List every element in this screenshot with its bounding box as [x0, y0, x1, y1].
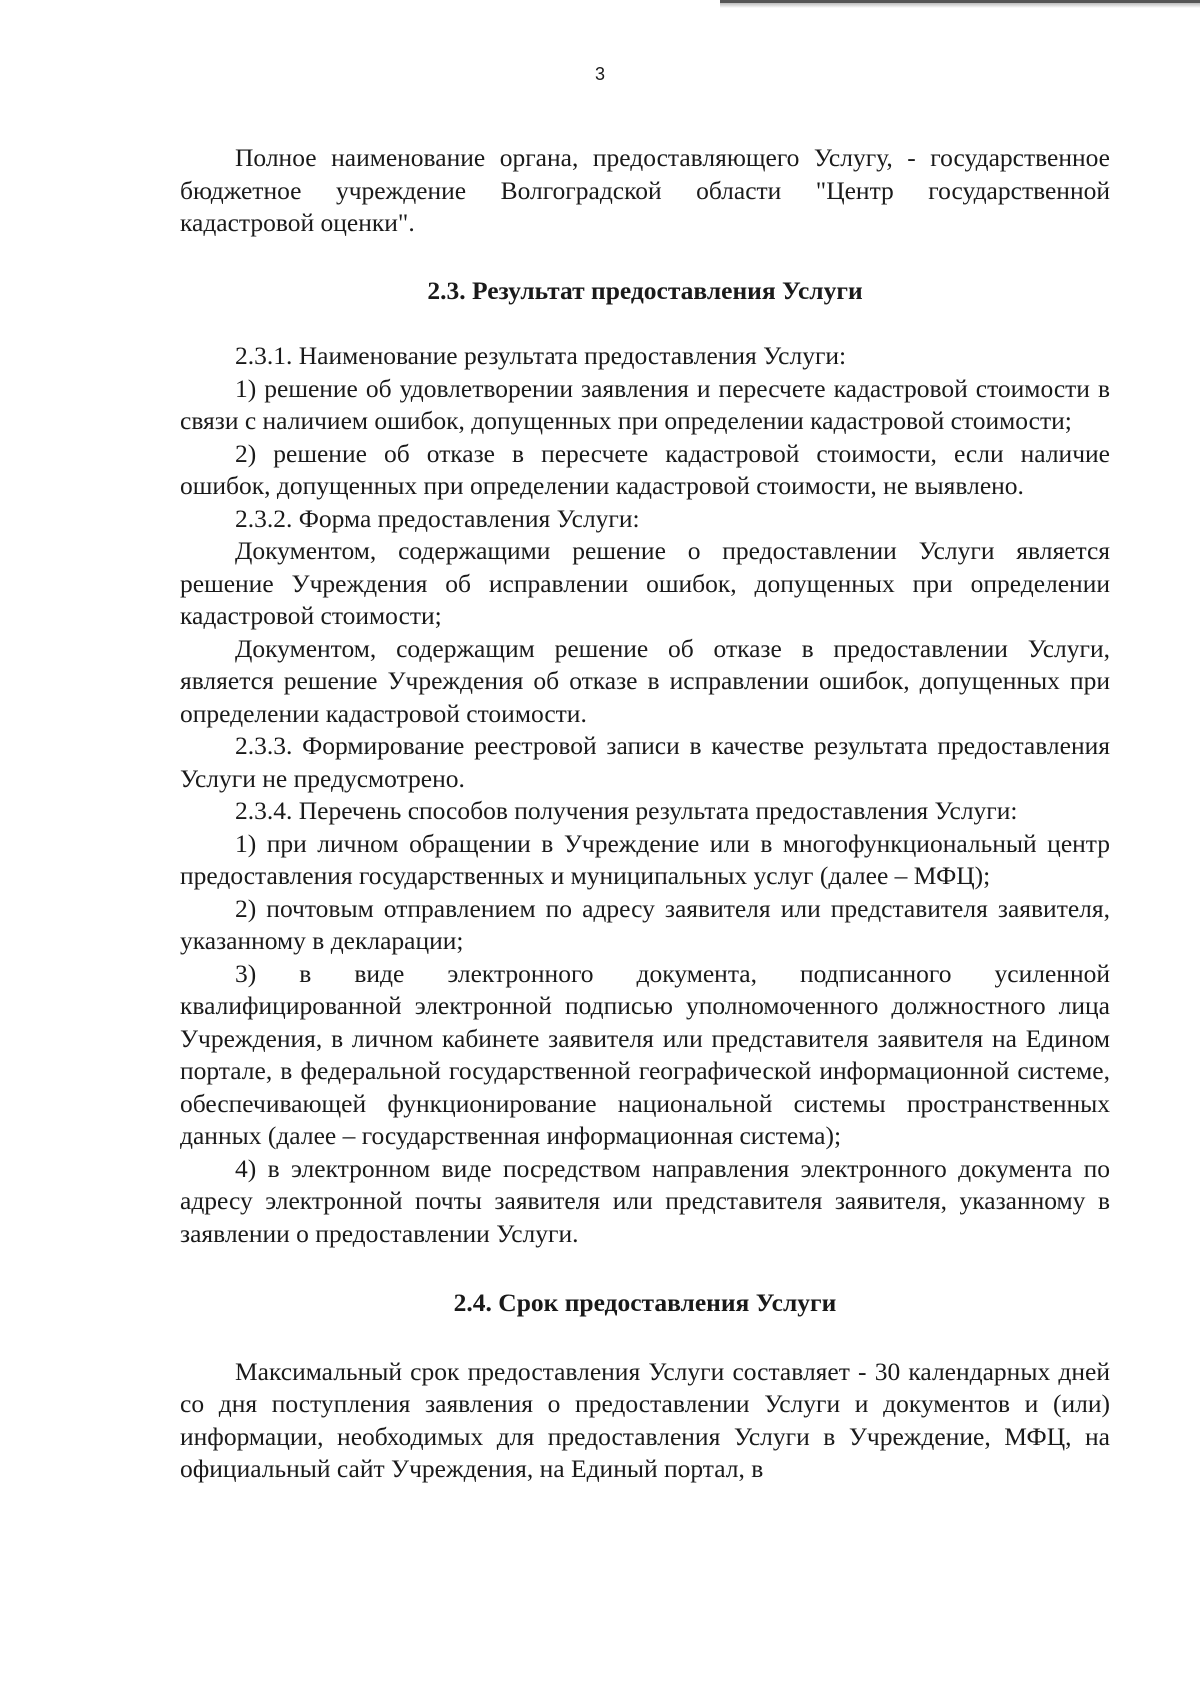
paragraph-2-3-2: 2.3.2. Форма предоставления Услуги:: [235, 503, 640, 533]
paragraph-form-refusal: Документом, содержащим решение об отказе в предоставлении Услуги, является решение Учреждения об отказе в исправлении ошибок, допущенных при определении кадастровой стоимости.: [180, 633, 1110, 728]
section-heading-2-4: 2.4. Срок предоставления Услуги: [453, 1288, 837, 1317]
list-item-method-1: 1) при личном обращении в Учреждение или в многофункциональный центр предоставления государственных и муниципальных услуг (далее – МФЦ);: [180, 828, 1110, 890]
list-item-result-2: 2) решение об отказе в пересчете кадастровой стоимости, если наличие ошибок, допущенных при определении кадастровой стоимости, не выявлено.: [180, 438, 1110, 500]
scan-edge-artifact: [720, 0, 1200, 8]
list-item-method-3: 3) в виде электронного документа, подписанного усиленной квалифицированной электронной подписью уполномоченного должностного лица Учреждения, в личном кабинете заявителя или представителя заявителя на Едином портале, в федеральной государственной географической информационной системе, обеспечивающей функционирование национальной системы пространственных данных (далее – государственная информационная система);: [180, 958, 1110, 1150]
paragraph-2-3-4: 2.3.4. Перечень способов получения результата предоставления Услуги:: [235, 796, 1018, 825]
paragraph-max-term: Максимальный срок предоставления Услуги составляет - 30 календарных дней со дня поступления заявления о предоставлении Услуги и документов и (или) информации, необходимых для предоставления Услуги в Учреждение, МФЦ, на официальный сайт Учреждения, на Единый портал, в: [180, 1356, 1110, 1483]
paragraph-form-decision: Документом, содержащими решение о предоставлении Услуги является решение Учреждения об исправлении ошибок, допущенных при определении кадастровой стоимости;: [180, 536, 1110, 630]
paragraph-2-3-1: 2.3.1. Наименование результата предоставления Услуги:: [235, 341, 847, 370]
intro-paragraph: Полное наименование органа, предоставляющего Услугу, - государственное бюджетное учреждение Волгоградской области "Центр государственной кадастровой оценки".: [180, 143, 1110, 237]
list-item-method-2: 2) почтовым отправлением по адресу заявителя или представителя заявителя, указанному в декларации;: [180, 893, 1110, 955]
paragraph-2-3-3: 2.3.3. Формирование реестровой записи в качестве результата предоставления Услуги не предусмотрено.: [180, 731, 1110, 793]
list-item-method-4: 4) в электронном виде посредством направления электронного документа по адресу электронной почты заявителя или представителя заявителя, указанному в заявлении о предоставлении Услуги.: [180, 1153, 1110, 1248]
list-item-result-1: 1) решение об удовлетворении заявления и пересчете кадастровой стоимости в связи с наличием ошибок, допущенных при определении кадастровой стоимости;: [180, 373, 1110, 435]
section-heading-2-3: 2.3. Результат предоставления Услуги: [427, 275, 863, 305]
document-body: [180, 142, 1110, 1486]
page-number: 3: [594, 64, 605, 84]
